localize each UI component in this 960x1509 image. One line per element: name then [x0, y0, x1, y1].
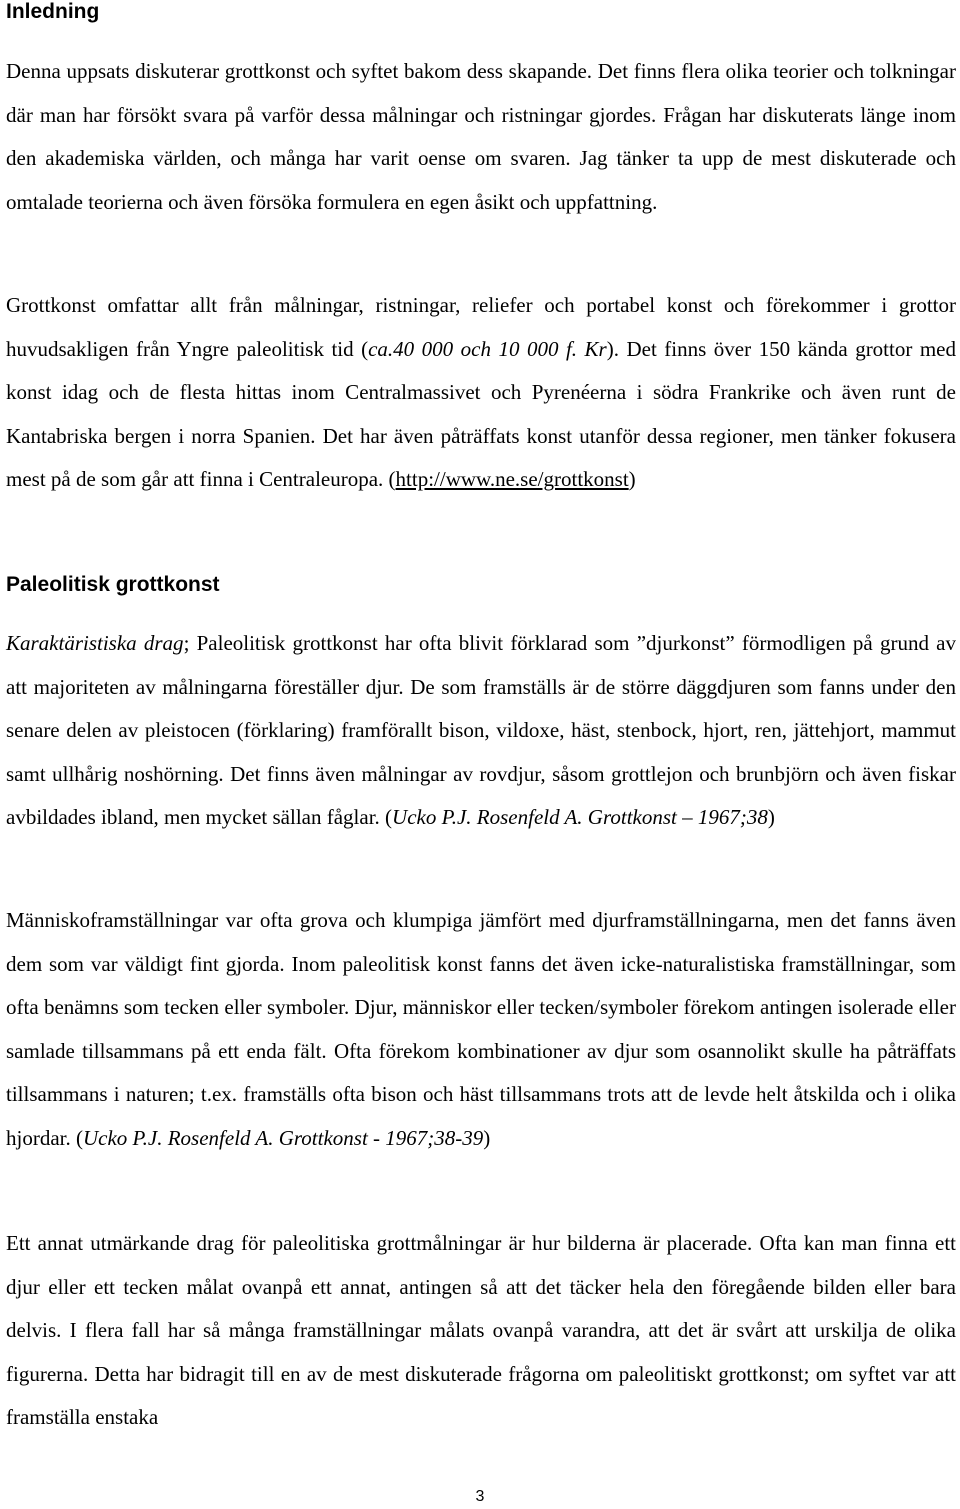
source-link[interactable]: http://www.ne.se/grottkonst	[395, 467, 629, 492]
section-heading-paleolitisk-grottkonst: Paleolitisk grottkonst	[6, 573, 220, 596]
citation-italic: Ucko P.J. Rosenfeld A. Grottkonst – 1967;38	[392, 805, 768, 830]
section-heading-inledning: Inledning	[6, 0, 100, 23]
paragraph-text: ). Det finns över 150 kända grottor med konst idag och de flesta hittas inom Centralmassivet och Pyrenéerna i södra Frankrike och även runt de Kantabriska bergen i norra Spanien. Det har även påträffats konst utanför dessa regioner, men tänker fokusera mest på de som går att finna i Centraleuropa. (	[6, 336, 956, 492]
citation-italic: Ucko P.J. Rosenfeld A. Grottkonst - 1967;38-39	[82, 1125, 484, 1150]
page-number: 3	[475, 1488, 485, 1505]
paragraph-text: ; Paleolitisk grottkonst har ofta blivit förklarad som ”djurkonst” förmodligen på grund av att majoriteten av målningarna föreställer djur. De som framställs är de större däggdjuren som fanns under den senare delen av pleistocen (förklaring) framförallt bison, vildoxe, häst, stenbock, hjort, ren, jättehjort, mammut samt ullhårig noshörning. Det finns även målningar av rovdjur, såsom grottlejon och brunbjörn och även fiskar avbildades ibland, men mycket sällan fåglar. (	[6, 631, 956, 830]
date-range-italic: ca.40 000 och 10 000 f. Kr	[368, 336, 607, 361]
paragraph-text: )	[483, 1125, 491, 1150]
paragraph-manniskoframstallningar	[6, 899, 956, 1161]
paragraph-text: Grottkonst omfattar allt från målningar, ristningar, reliefer och portabel konst och förekommer i grottor huvudsakligen från Yngre paleolitisk tid (	[6, 293, 956, 361]
paragraph-grottkonst-overview	[6, 284, 956, 502]
paragraph-text: Människoframställningar var ofta grova och klumpiga jämfört med djurframställningarna, men det fanns även dem som var väldigt fint gjorda. Inom paleolitisk konst fanns det även icke-naturalistiska framställningar, som ofta benämns som tecken eller symboler. Djur, människor eller tecken/symboler förekom antingen isolerade eller samlade tillsammans på ett enda fält. Ofta förekom kombinationer av djur som osannolikt skulle ha påträffats tillsammans i naturen; t.ex. framställs ofta bison och häst tillsammans trots att de levde helt åtskilda och i olika hjordar. (	[6, 908, 956, 1150]
term-italic: Karaktäristiska drag	[6, 631, 184, 655]
paragraph-placering: Ett annat utmärkande drag för paleolitiska grottmålningar är hur bilderna är placerade. Ofta kan man finna ett djur eller ett tecken målat ovanpå ett annat, antingen så att det täcker hela den föregående bilden eller bara delvis. I flera fall har så många framställningar målats ovanpå varandra, att det är svårt att urskilja de olika figurerna. Detta har bidragit till en av de mest diskuterade frågorna om paleolitiskt grottkonst; om syftet var att framställa enstaka	[6, 1231, 956, 1430]
paragraph-text: )	[767, 805, 775, 830]
paragraph-intro: Denna uppsats diskuterar grottkonst och syftet bakom dess skapande. Det finns flera olika teorier och tolkningar där man har försökt svara på varför dessa målningar och ristningar gjordes. Frågan har diskuterats länge inom den akademiska världen, och många har varit oense om svaren. Jag tänker ta upp de mest diskuterade och omtalade teorierna och även försöka formulera en egen åsikt och uppfattning.	[6, 59, 956, 214]
paragraph-karakteristiska-drag	[6, 622, 956, 840]
paragraph-text: )	[628, 467, 636, 492]
